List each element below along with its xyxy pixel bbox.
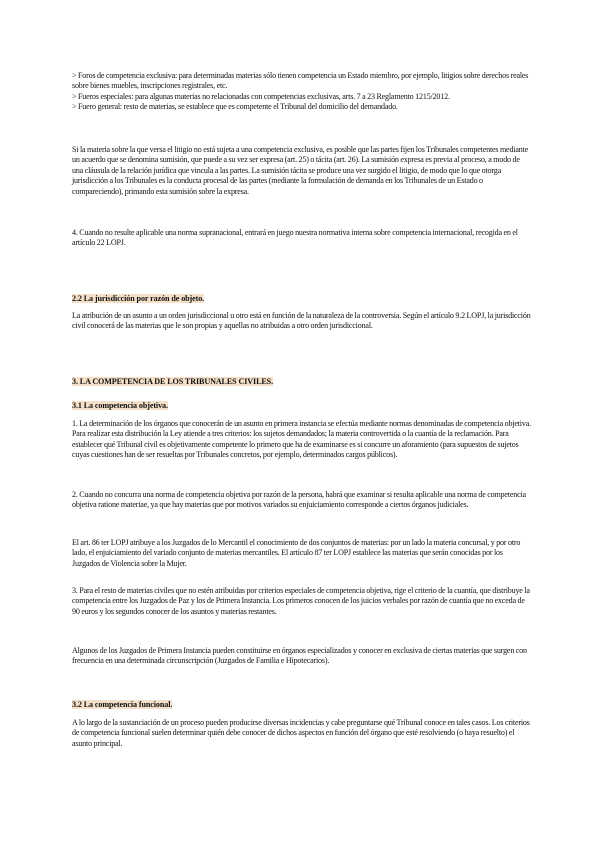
paragraph-competencia-objetiva-1: 1. La determinación de los órganos que conocerán de un asunto en primera instancia se efectúa mediante normas denominadas de competencia objetiva. Para realizar esta distribución la Ley atiende a tres criterios: los sujetos demandados; la materia controvertida o la cuantía de la reclamación. Para establecer qué Tribunal civil es objetivamente competente lo primero que ha de examinarse es si concurre un aforamiento (para supuestos de sujetos cuyas cuestiones han de ser resueltas por Tribunales concretos, por ejemplo, determinados cargos públicos). <box>72 419 531 460</box>
paragraph-competencia-objetiva-3: 3. Para el resto de materias civiles que no estén atribuidas por criterios especiales de competencia objetiva, rige el criterio de la cuantía, que distribuye la competencia entre los Juzgados de Paz y los de Primera Instancia. Los primeros conocen de los juicios verbales por razón de cuantía que no exceda de 90 euros y los segundos conocer de los asuntos y materias restantes. <box>72 586 530 616</box>
list-item-foros-exclusiva: > Foros de competencia exclusiva: para determinadas materias sólo tienen competencia un Estado miembro, por ejemplo, litigios sobre derechos reales sobre bienes muebles, inscripciones registrales, etc. <box>72 71 529 91</box>
paragraph-normativa-interna: 4. Cuando no resulte aplicable una norma supranacional, entrará en juego nuestra normativa interna sobre competencia internacional, recogida en el artículo 22 LOPJ. <box>72 228 518 248</box>
paragraph-86-ter: El art. 86 ter LOPJ atribuye a los Juzgados de lo Mercantil el conocimiento de dos conjuntos de materias: por un lado la materia concursal, y por otro lado, el enjuiciamiento del variado conjunto de materias mercantiles. El artículo 87 ter LOPJ establece las materias que serán conocidas por los Juzgados de Violencia sobre la Mujer. <box>72 538 521 568</box>
heading-2-2 <box>72 288 532 306</box>
paragraph-juzgados-especializados: Algunos de los Juzgados de Primera Instancia pueden constituirse en órganos especializados y conocer en exclusiva de ciertas materias que surgen con frecuencia en una determinada circunscripción (Juzgados de Familia e Hipotecarios). <box>72 646 527 666</box>
paragraph-objeto: La atribución de un asunto a un orden jurisdiccional u otro está en función de la naturaleza de la controversia. Según el artículo 9.2 LOPJ, la jurisdicción civil conocerá de las materias que le son propias y aquellas no atribuidas a otro orden jurisdiccional. <box>72 311 531 331</box>
heading-3-text: 3. LA COMPETENCIA DE LOS TRIBUNALES CIVILES. <box>72 377 273 386</box>
list-item-fueros-especiales: > Fueros especiales: para algunas materias no relacionadas con competencias exclusivas, arts. 7 a 23 Reglamento 1215/2012. <box>72 91 450 101</box>
fueros-list <box>72 71 532 113</box>
heading-3-2-text: 3.2 La competencia funcional. <box>72 700 173 709</box>
heading-3-1 <box>72 395 532 413</box>
heading-3-2 <box>72 694 532 712</box>
heading-3-1-text: 3.1 La competencia objetiva. <box>72 401 168 410</box>
heading-3 <box>72 371 532 389</box>
list-item-fuero-general: > Fuero general: resto de materias, se establece que es competente el Tribunal del domicilio del demandado. <box>72 102 398 112</box>
heading-2-2-text: 2.2 La jurisdicción por razón de objeto. <box>72 294 205 303</box>
paragraph-competencia-objetiva-2: 2. Cuando no concurra una norma de competencia objetiva por razón de la persona, habrá que examinar si resulta aplicable una norma de competencia objetiva ratione materiae, ya que hay materias que por motivos variados su enjuiciamiento corresponde a ciertos órganos judiciales. <box>72 490 526 510</box>
paragraph-sumision: Si la materia sobre la que versa el litigio no está sujeta a una competencia exclusiva, es posible que las partes fijen los Tribunales competentes mediante un acuerdo que se denomina sumisión, que puede a su vez ser expresa (art. 25) o tácita (art. 26). La sumisión expresa es previa al proceso, a modo de una cláusula de la relación jurídica que vincula a las partes. La sumisión tácita se produce una vez surgido el litigio, de modo que lo que otorga jurisdicción a los Tribunales es la conducta procesal de las partes (mediante la formulación de demanda en los Tribunales de un Estado o compareciendo), primando esta sumisión sobre la expresa. <box>72 145 529 196</box>
paragraph-competencia-funcional: A lo largo de la sustanciación de un proceso pueden producirse diversas incidencias y cabe preguntarse qué Tribunal conoce en tales casos. Los criterios de competencia funcional suelen determinar quién debe conocer de dichos aspectos en función del órgano que esté resolviendo (o haya resuelto) el asunto principal. <box>72 718 530 748</box>
